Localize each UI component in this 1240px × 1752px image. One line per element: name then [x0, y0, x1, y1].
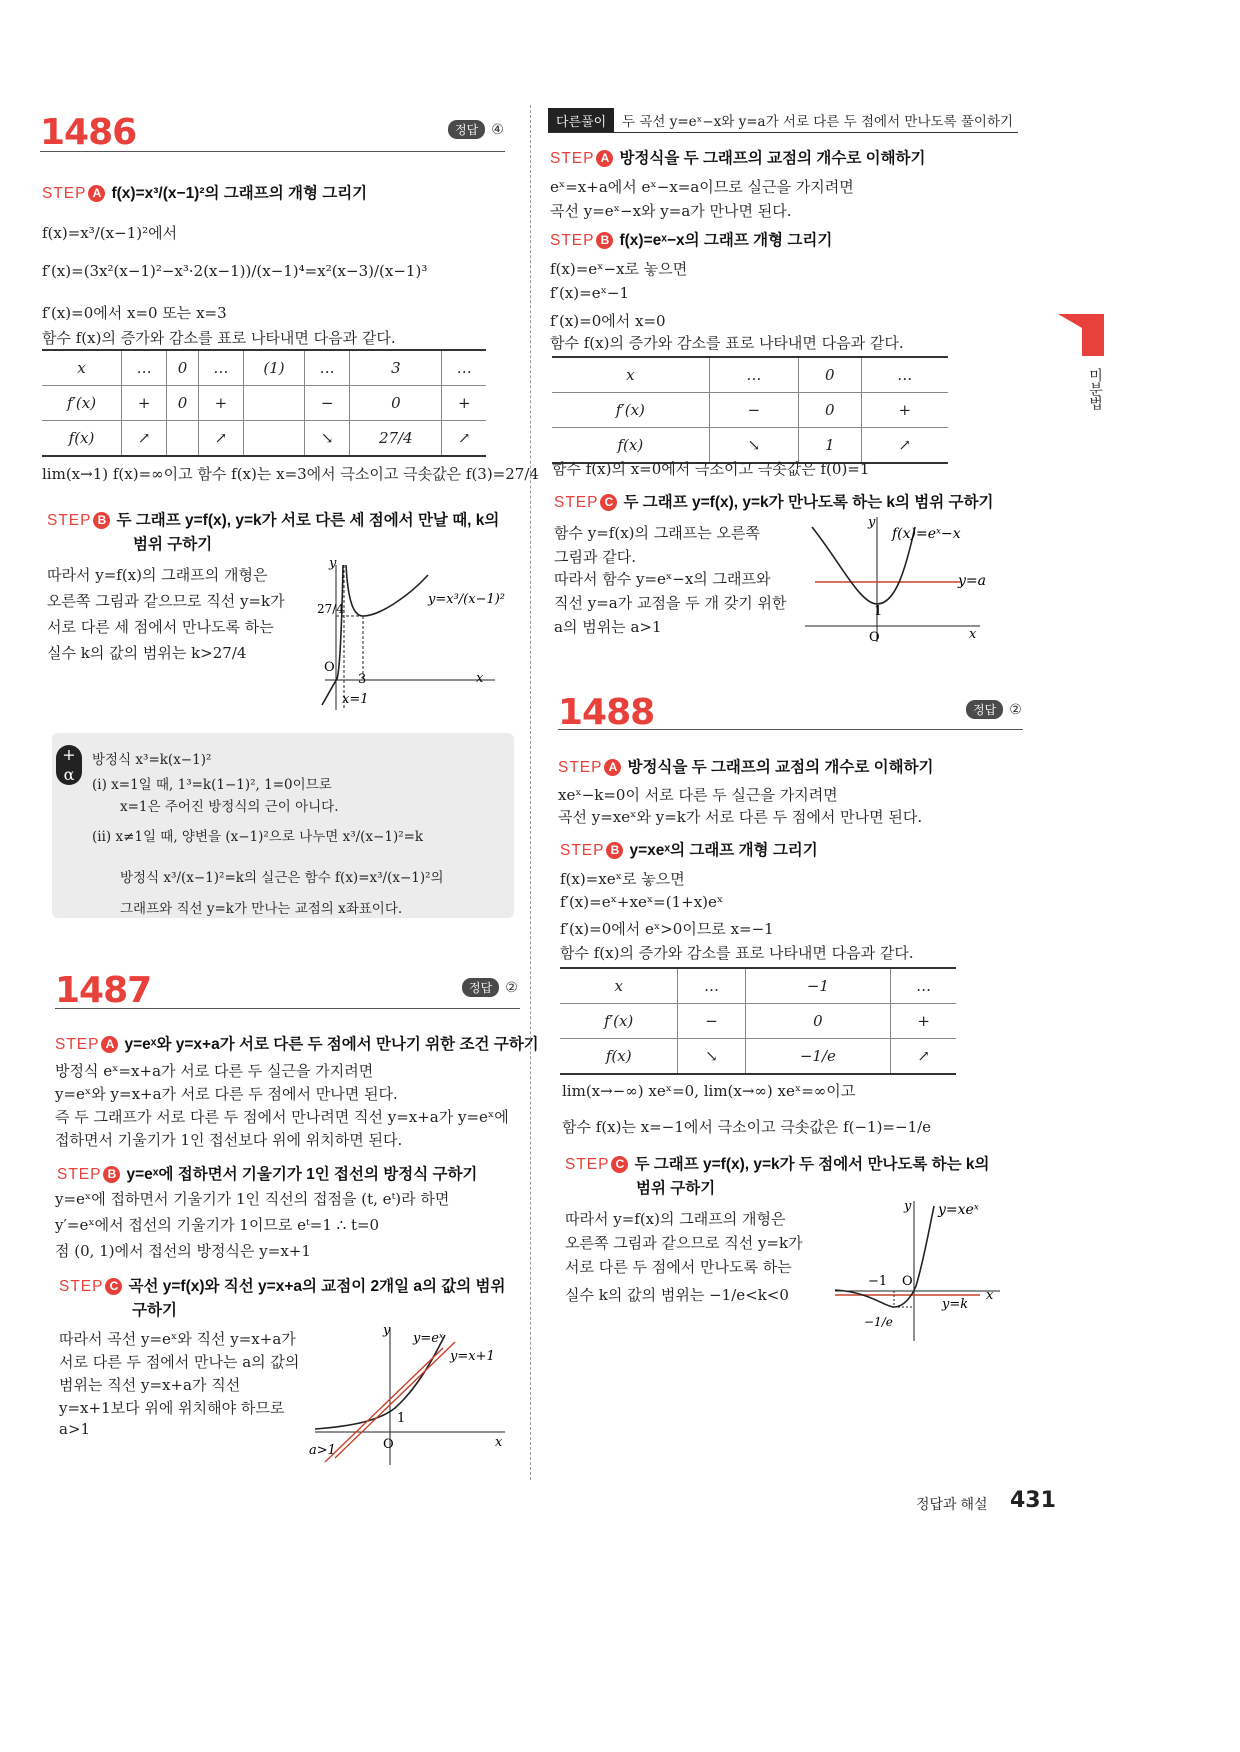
chapter-tab — [1082, 314, 1104, 356]
solution-line: 함수 f(x)의 증가와 감소를 표로 나타내면 다음과 같다. — [560, 944, 914, 962]
solution-line: f′(x)=0에서 eˣ>0이므로 x=−1 — [560, 920, 774, 938]
conclusion-line: a의 범위는 a>1 — [554, 618, 662, 636]
step-c-1488-cont: 범위 구하기 — [636, 1180, 716, 1197]
curve-label: y=xeˣ — [938, 1202, 979, 1218]
conclusion-line: 그림과 같다. — [554, 548, 636, 566]
solution-line: 함수 f(x)의 증가와 감소를 표로 나타내면 다음과 같다. — [550, 334, 904, 352]
answer-value: ④ — [491, 122, 504, 138]
yk-label: y=k — [942, 1297, 969, 1312]
conclusion-line: 따라서 y=f(x)의 그래프의 개형은 — [47, 566, 268, 584]
alt-solution-label: 다른풀이 — [548, 108, 614, 133]
y-label: y — [329, 556, 337, 571]
three-label: 3 — [358, 672, 367, 687]
alt-step-a: STEP A 방정식을 두 그래프의 교점의 개수로 이해하기 — [550, 150, 926, 167]
step-b-1487: STEP B y=eˣ에 접하면서 기울기가 1인 접선의 방정식 구하기 — [57, 1166, 478, 1183]
conclusion-line: 오른쪽 그림과 같으므로 직선 y=k가 — [47, 592, 285, 610]
x-label: x — [969, 627, 977, 642]
chapter-label: 미분법 — [1088, 368, 1104, 410]
curve — [835, 1206, 934, 1307]
answer-label: 정답 — [448, 120, 485, 139]
conclusion-line: a>1 — [59, 1420, 91, 1438]
conclusion-line: 서로 다른 세 점에서 만나도록 하는 — [47, 618, 274, 636]
conclusion-line: 서로 다른 두 점에서 만나도록 하는 — [565, 1258, 792, 1276]
minus-one-label: −1 — [868, 1274, 888, 1289]
k-tick-label: 27/4 — [317, 602, 344, 616]
conclusion-line: 함수 y=f(x)의 그래프는 오른쪽 — [554, 524, 760, 542]
origin-label: O — [902, 1274, 913, 1289]
answer-badge-1487 — [462, 978, 518, 997]
chapter-tab-corner — [1058, 314, 1082, 328]
tip-line: (ⅰ) x=1일 때, 1³=k(1−1)², 1=0이므로 — [92, 777, 332, 793]
curve-right-branch — [346, 565, 428, 616]
minus-inv-e-label: −1/e — [864, 1315, 893, 1329]
solution-line: eˣ=x+a에서 eˣ−x=a이므로 실근을 가지려면 — [550, 178, 854, 196]
step-c-1487-cont: 구하기 — [132, 1302, 177, 1319]
alt-solution-title: 두 곡선 y=eˣ−x와 y=a가 서로 다른 두 점에서 만나도록 풀이하기 — [622, 114, 1014, 130]
page-number: 431 — [1010, 1488, 1056, 1513]
answer-badge-1486 — [448, 120, 504, 139]
solution-line: f(x)=x³/(x−1)²에서 — [42, 224, 178, 242]
solution-line: xeˣ−k=0이 서로 다른 두 실근을 가지려면 — [558, 786, 838, 804]
column-divider — [530, 105, 531, 1480]
one-label: 1 — [874, 604, 883, 619]
graph-1488 — [830, 1196, 1015, 1346]
step-a-1486: STEP A f(x)=x³/(x−1)²의 그래프의 개형 그리기 — [42, 185, 368, 202]
solution-line: f′(x)=0에서 x=0 또는 x=3 — [42, 304, 227, 322]
y-label: y — [383, 1323, 391, 1338]
alt-step-c: STEP C 두 그래프 y=f(x), y=k가 만나도록 하는 k의 범위 구하기 — [554, 494, 994, 511]
graph-1487 — [305, 1320, 515, 1470]
plus-alpha-icon: + α — [56, 745, 82, 785]
tip-line: x=1은 주어진 방정식의 근이 아니다. — [120, 799, 339, 815]
x-label: x — [476, 671, 484, 686]
one-label: 1 — [397, 1411, 406, 1426]
solution-line: 접하면서 기울기가 1인 접선보다 위에 위치하면 된다. — [55, 1131, 403, 1149]
conclusion-line: 따라서 y=f(x)의 그래프의 개형은 — [565, 1210, 786, 1228]
step-c-1487: STEP C 곡선 y=f(x)와 직선 y=x+a의 교점이 2개일 a의 값의 범위 — [59, 1278, 506, 1295]
problem-number-1486: 1486 — [40, 112, 137, 153]
answer-badge-1488 — [966, 700, 1022, 719]
conclusion-line: y=x+1보다 위에 위치해야 하므로 — [59, 1399, 285, 1417]
a-label: a>1 — [309, 1443, 336, 1458]
variation-table-1486: x … 0 … (1) … 3 … f′(x) + 0 + − 0 + f(x) ↗ ↗ ↘ 27/4 ↗ — [42, 349, 486, 457]
solution-line: 함수 f(x)의 x=0에서 극소이고 극솟값은 f(0)=1 — [552, 460, 870, 478]
ya-label: y=a — [958, 573, 986, 589]
solution-line: f′(x)=eˣ−1 — [550, 284, 630, 302]
solution-line: 함수 f(x)의 증가와 감소를 표로 나타내면 다음과 같다. — [42, 329, 396, 347]
conclusion-line: 오른쪽 그림과 같으므로 직선 y=k가 — [565, 1234, 803, 1252]
divider — [558, 729, 1023, 730]
step-b-1486-cont: 범위 구하기 — [133, 536, 213, 553]
exp-label: y=eˣ — [413, 1331, 444, 1346]
step-a-1488: STEP A 방정식을 두 그래프의 교점의 개수로 이해하기 — [558, 759, 934, 776]
solution-line: y=eˣ에 접하면서 기울기가 1인 직선의 접점을 (t, eᵗ)라 하면 — [55, 1190, 450, 1208]
problem-number-1488: 1488 — [558, 692, 655, 733]
solution-line: y′=eˣ에서 접선의 기울기가 1이므로 eᵗ=1 ∴ t=0 — [55, 1216, 380, 1234]
solution-line: f(x)=eˣ−x로 놓으면 — [550, 260, 688, 278]
answer-value: ② — [1009, 702, 1022, 718]
y-label: y — [904, 1199, 912, 1214]
alt-step-b: STEP B f(x)=eˣ−x의 그래프 개형 그리기 — [550, 232, 833, 249]
graph-1486 — [317, 555, 506, 715]
tip-line: 그래프와 직선 y=k가 만나는 교점의 x좌표이다. — [120, 901, 403, 917]
solution-line: f′(x)=0에서 x=0 — [550, 312, 666, 330]
conclusion-line: 따라서 곡선 y=eˣ와 직선 y=x+a가 — [59, 1330, 296, 1348]
answer-label: 정답 — [462, 978, 499, 997]
variation-table-alt: x … 0 … f′(x) − 0 + f(x) ↘ 1 ↗ — [552, 356, 948, 464]
curve-left-branch — [322, 565, 343, 705]
answer-label: 정답 — [966, 700, 1003, 719]
divider — [40, 151, 505, 152]
origin-label: O — [324, 660, 335, 675]
curve-label: f(x)=eˣ−x — [892, 526, 961, 542]
conclusion-line: 서로 다른 두 점에서 만나는 a의 값의 — [59, 1353, 300, 1371]
divider — [548, 132, 1018, 133]
alt-solution-header — [548, 108, 614, 133]
y-label: y — [868, 515, 876, 530]
asymptote-label: x=1 — [342, 692, 369, 707]
solution-line: lim(x→1) f(x)=∞이고 함수 f(x)는 x=3에서 극소이고 극솟값은 f(3)=27/4 — [42, 465, 539, 483]
solution-line: f(x)=xeˣ로 놓으면 — [560, 870, 685, 888]
solution-line: 곡선 y=xeˣ와 y=k가 서로 다른 두 점에서 만나면 된다. — [558, 808, 923, 826]
answer-value: ② — [505, 980, 518, 996]
solution-line: 즉 두 그래프가 서로 다른 두 점에서 만나려면 직선 y=x+a가 y=eˣ에 — [55, 1108, 509, 1126]
solution-line: 함수 f(x)는 x=−1에서 극소이고 극솟값은 f(−1)=−1/e — [562, 1118, 932, 1136]
conclusion-line: 직선 y=a가 교점을 두 개 갖기 위한 — [554, 594, 787, 612]
problem-number-1487: 1487 — [55, 970, 152, 1011]
solution-line: 점 (0, 1)에서 접선의 방정식은 y=x+1 — [55, 1242, 311, 1260]
step-c-1488: STEP C 두 그래프 y=f(x), y=k가 두 점에서 만나도록 하는 k의 — [565, 1156, 990, 1173]
step-b-1488: STEP B y=xeˣ의 그래프 개형 그리기 — [560, 842, 818, 859]
conclusion-line: 범위는 직선 y=x+a가 직선 — [59, 1376, 241, 1394]
x-label: x — [986, 1288, 994, 1303]
solution-line: 곡선 y=eˣ−x와 y=a가 만나면 된다. — [550, 202, 792, 220]
origin-label: O — [383, 1437, 394, 1452]
line-label: y=x+1 — [450, 1349, 495, 1364]
step-b-1486: STEP B 두 그래프 y=f(x), y=k가 서로 다른 세 점에서 만날 때, k의 — [47, 512, 500, 529]
solution-line: lim(x→−∞) xeˣ=0, lim(x→∞) xeˣ=∞이고 — [562, 1082, 856, 1100]
tip-line: (ⅱ) x≠1일 때, 양변을 (x−1)²으로 나누면 x³/(x−1)²=k — [92, 829, 424, 845]
conclusion-line: 따라서 함수 y=eˣ−x의 그래프와 — [554, 570, 771, 588]
origin-label: O — [869, 630, 880, 645]
solution-line: f′(x)=(3x²(x−1)²−x³·2(x−1))/(x−1)⁴=x²(x−3)/(x−1)³ — [42, 262, 428, 280]
tip-line: 방정식 x³=k(x−1)² — [92, 752, 212, 768]
divider — [55, 1008, 520, 1009]
tangent-line — [335, 1342, 455, 1458]
footer-label: 정답과 해설 — [916, 1496, 988, 1512]
solution-line: f′(x)=eˣ+xeˣ=(1+x)eˣ — [560, 893, 724, 911]
step-a-1487: STEP A y=eˣ와 y=x+a가 서로 다른 두 점에서 만나기 위한 조건 구하기 — [55, 1036, 539, 1053]
conclusion-line: 실수 k의 값의 범위는 k>27/4 — [47, 644, 247, 662]
variation-table-1488: x … −1 … f′(x) − 0 + f(x) ↘ −1/e ↗ — [560, 967, 956, 1075]
solution-line: 방정식 eˣ=x+a가 서로 다른 두 실근을 가지려면 — [55, 1062, 374, 1080]
conclusion-line: 실수 k의 값의 범위는 −1/e<k<0 — [565, 1286, 789, 1304]
solution-line: y=eˣ와 y=x+a가 서로 다른 두 점에서 만나면 된다. — [55, 1085, 398, 1103]
x-label: x — [495, 1435, 503, 1450]
tip-line: 방정식 x³/(x−1)²=k의 실근은 함수 f(x)=x³/(x−1)²의 — [120, 870, 444, 886]
curve-label: y=x³/(x−1)² — [428, 592, 506, 607]
graph-alt — [800, 512, 1000, 647]
